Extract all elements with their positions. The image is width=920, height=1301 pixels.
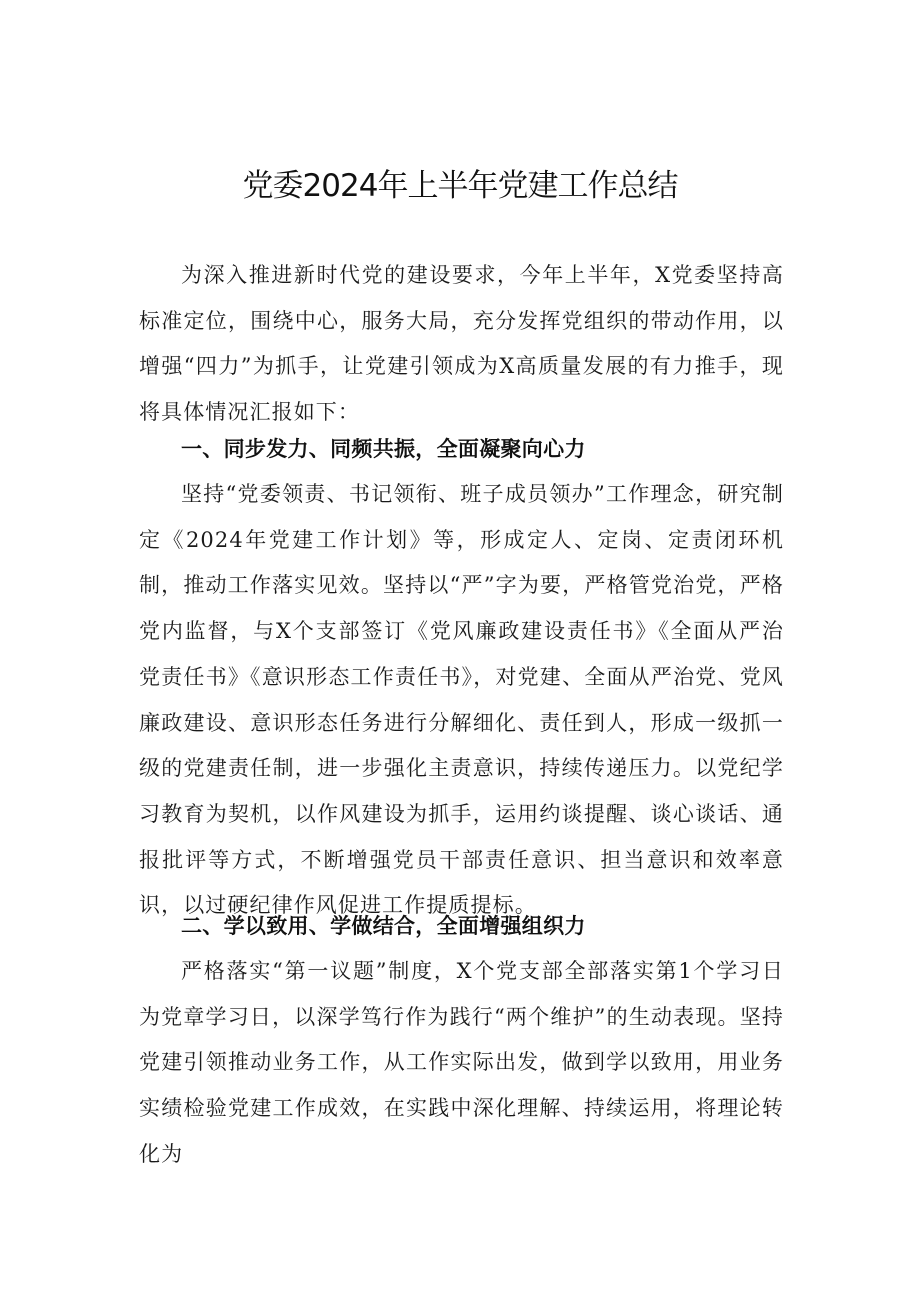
section-2-heading: 二、学以致用、学做结合，全面增强组织力 — [181, 914, 586, 938]
section-1-paragraph: 坚持“党委领责、书记领衔、班子成员领办”工作理念，研究制定《2024年党建工作计划》等，形成定人、定岗、定责闭环机制，推动工作落实见效。坚持以“严”字为要，严格管党治党，严格党内监督，与X个支部签订《党风廉政建设责任书》《全面从严治党责任书》《意识形态工作责任书》，对党建、全面从严治党、党风廉政建设、意识形态任务进行分解细化、责任到人，形成一级抓一级的党建责任制，进一步强化主责意识，持续传递压力。以党纪学习教育为契机，以作风建设为抓手，运用约谈提醒、谈心谈话、通报批评等方式，不断增强党员干部责任意识、担当意识和效率意识，以过硬纪律作风促进工作提质提标。 — [139, 482, 784, 918]
document-title: 党委2024年上半年党建工作总结 — [242, 168, 678, 204]
section-1-heading: 一、同步发力、同频共振，全面凝聚向心力 — [181, 437, 586, 461]
intro-paragraph: 为深入推进新时代党的建设要求，今年上半年，X党委坚持高标准定位，围绕中心，服务大局，充分发挥党组织的带动作用，以增强“四力”为抓手，让党建引领成为X高质量发展的有力推手，现将具体情况汇报如下： — [139, 263, 784, 425]
section-2-paragraph: 严格落实“第一议题”制度，X个党支部全部落实第1个学习日为党章学习日，以深学笃行作为践行“两个维护”的生动表现。坚持党建引领推动业务工作，从工作实际出发，做到学以致用，用业务实绩检验党建工作成效，在实践中深化理解、持续运用，将理论转化为 — [139, 959, 784, 1166]
